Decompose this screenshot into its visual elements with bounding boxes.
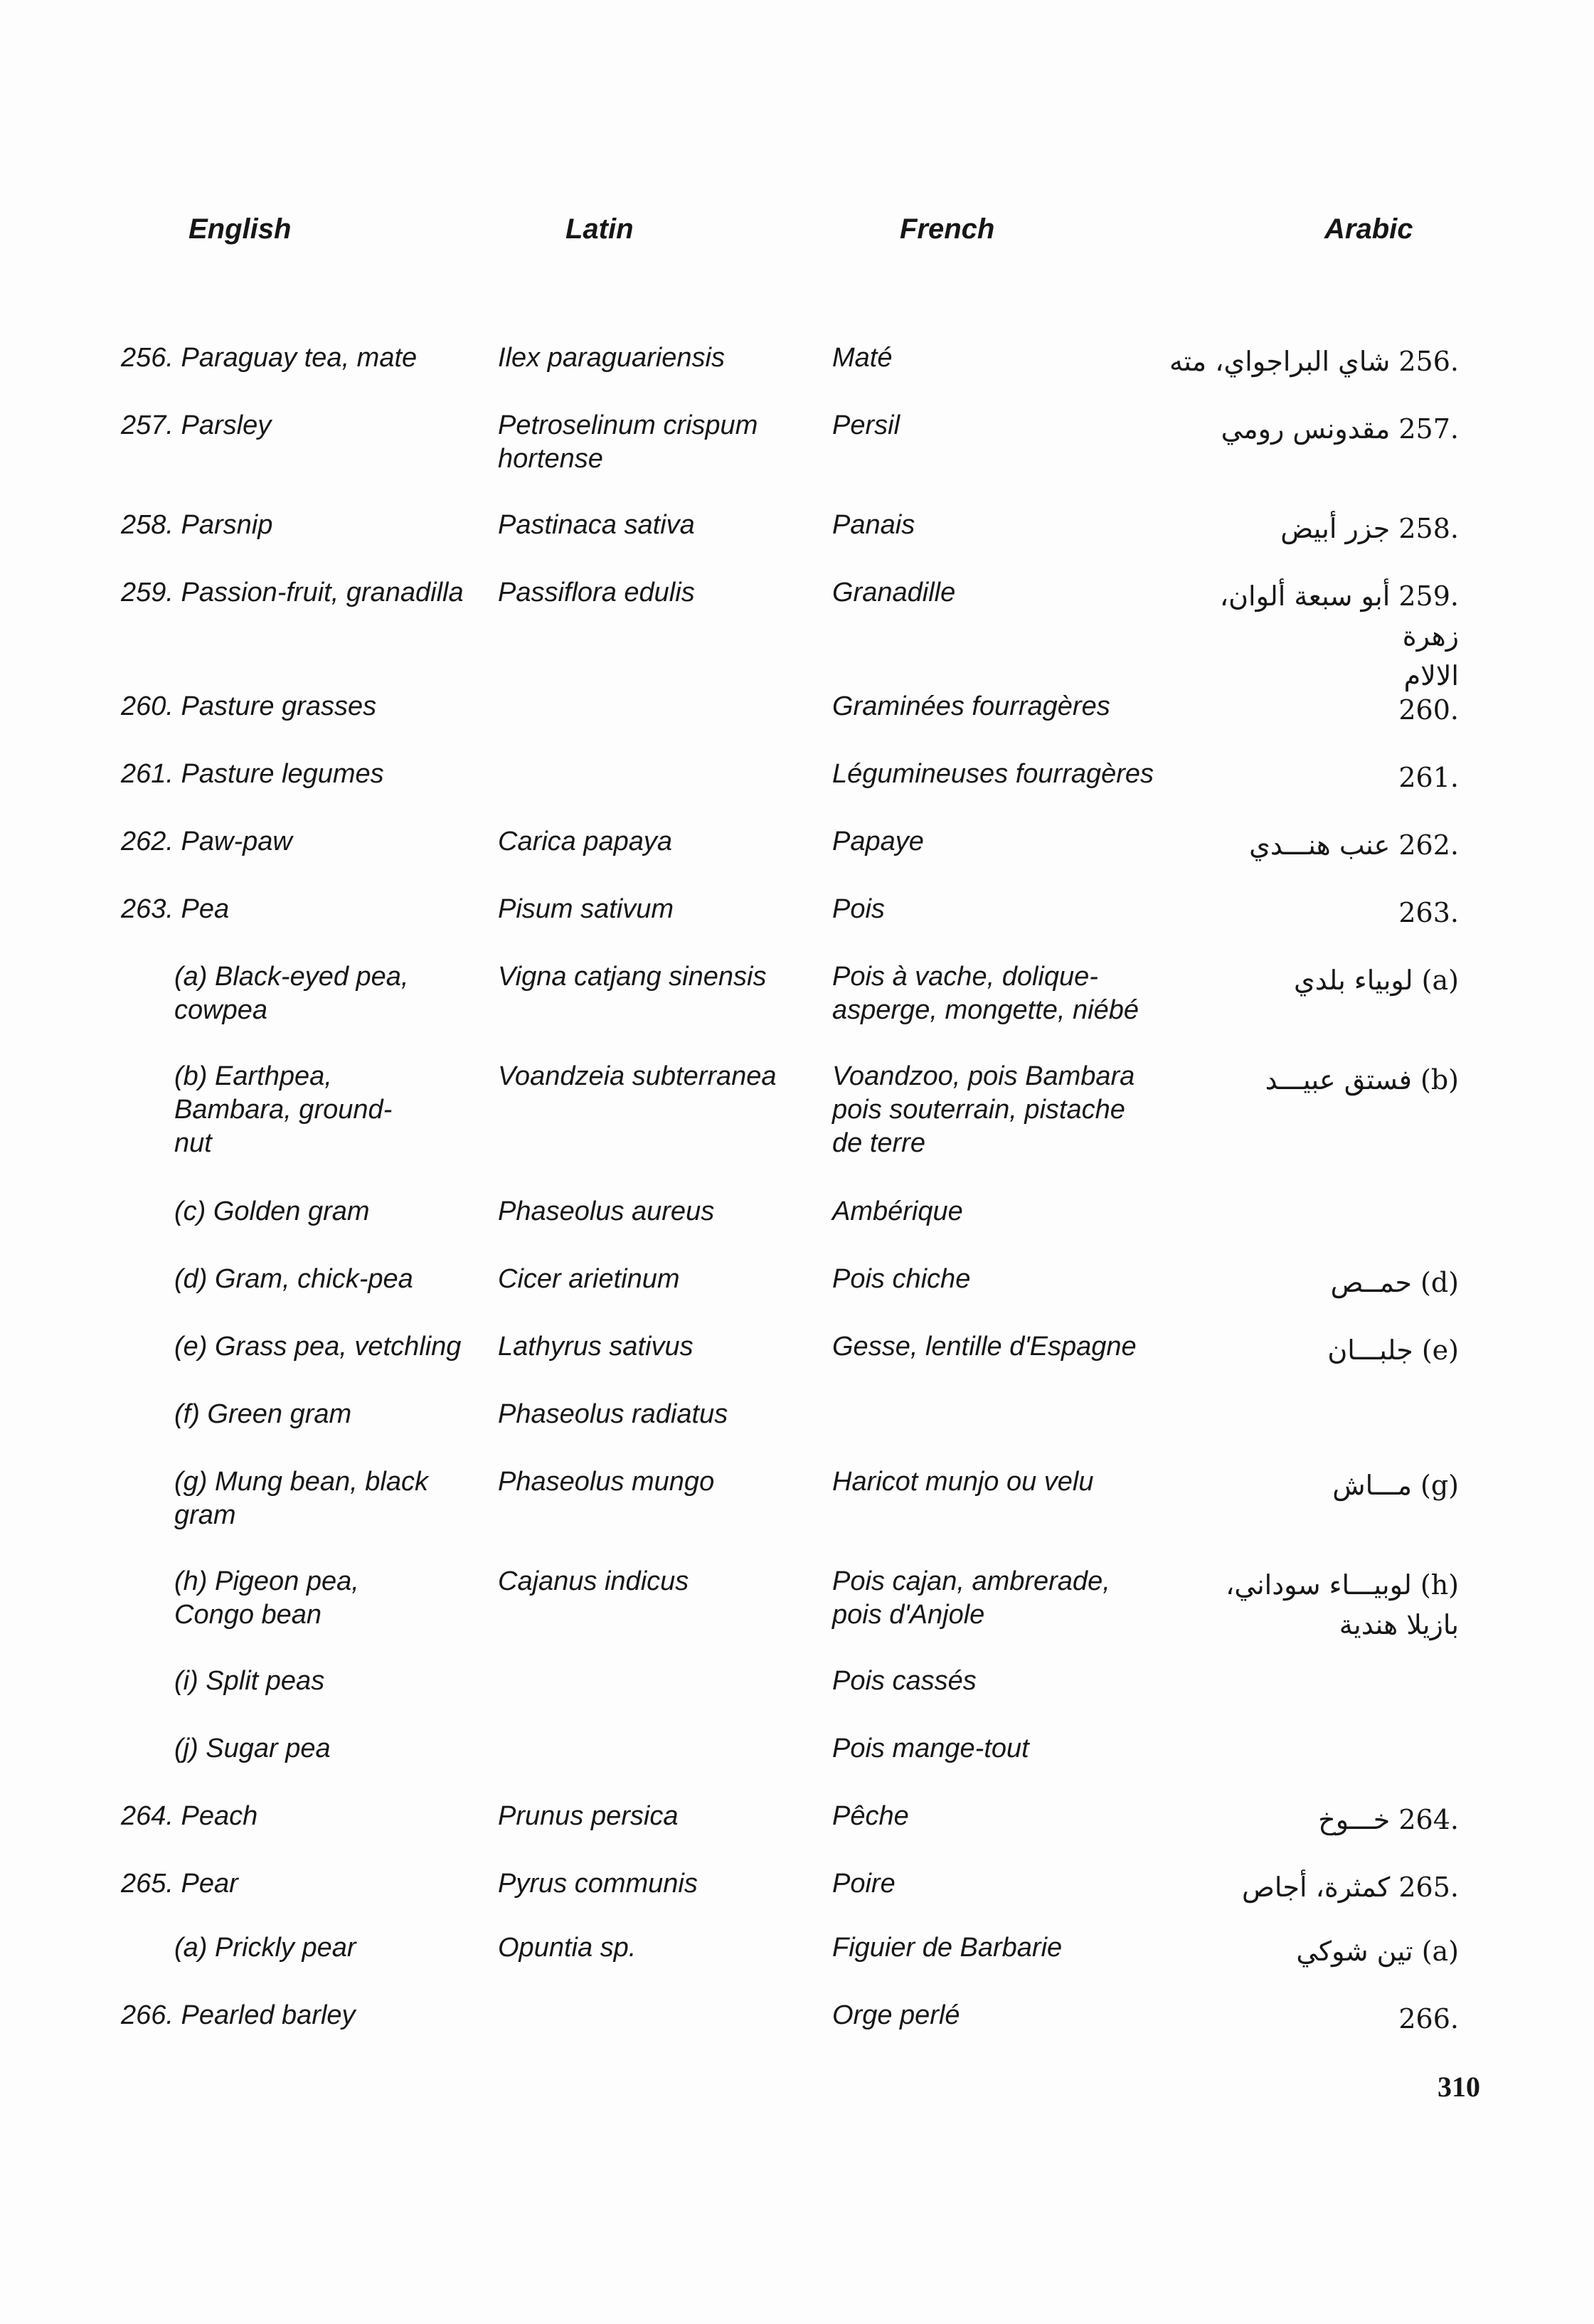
arabic-term: .265 كمثرة، أجاص <box>1241 1872 1459 1903</box>
english-term: 261. Pasture legumes <box>121 759 384 789</box>
glossary-row <box>0 690 1594 726</box>
latin-name: Passiflora edulis <box>498 578 695 607</box>
french-term: Pois cassés <box>832 1666 977 1696</box>
french-term: Haricot munjo ou velu <box>832 1467 1094 1497</box>
latin-name: Carica papaya <box>498 827 673 856</box>
header-english: English <box>188 213 292 245</box>
glossary-row <box>0 1999 1594 2034</box>
latin-name: Vigna catjang sinensis <box>498 962 767 992</box>
latin-name: Voandzeia subterranea <box>498 1061 777 1091</box>
english-term: (f) Green gram <box>174 1399 352 1429</box>
english-term: 262. Paw-paw <box>121 827 292 856</box>
french-term: Papaye <box>832 827 924 856</box>
french-term: Pois chiche <box>832 1264 971 1294</box>
arabic-term: .258 جزر أبيض <box>1280 513 1459 544</box>
arabic-term: (g) مـــاش <box>1332 1470 1459 1501</box>
latin-name: Lathyrus sativus <box>498 1332 694 1362</box>
latin-name: Prunus persica <box>498 1801 679 1831</box>
arabic-term: .259 أبو سبعة ألوان، زهرة الالام <box>1219 580 1459 691</box>
glossary-row <box>0 1931 1594 1967</box>
latin-name: Cicer arietinum <box>498 1264 680 1294</box>
french-term: Pêche <box>832 1801 909 1831</box>
french-term: Graminées fourragères <box>832 691 1110 721</box>
english-term: (g) Mung bean, black gram <box>174 1467 428 1530</box>
latin-name: Petroselinum crispum hortense <box>498 410 758 474</box>
arabic-term: (h) لوبيـــاء سوداني، بازيلا هندية <box>1226 1569 1459 1640</box>
arabic-term: (e) جلبـــان <box>1327 1335 1459 1366</box>
french-term: Panais <box>832 510 915 540</box>
arabic-term: (a) لوبياء بلدي <box>1293 965 1459 996</box>
english-term: 259. Passion-fruit, granadilla <box>121 578 464 607</box>
page-number: 310 <box>1438 2071 1480 2103</box>
english-term: 266. Pearled barley <box>121 2000 356 2030</box>
arabic-term: .266 <box>1398 2003 1459 2034</box>
french-term: Gesse, lentille d'Espagne <box>832 1332 1137 1362</box>
french-term: Orge perlé <box>832 2000 960 2030</box>
english-term: (e) Grass pea, vetchling <box>174 1332 462 1362</box>
arabic-term: .264 خـــوخ <box>1318 1804 1459 1835</box>
french-term: Voandzoo, pois Bambara pois souterrain, pistache de terre <box>832 1061 1135 1158</box>
french-term: Figuier de Barbarie <box>832 1933 1063 1963</box>
header-arabic: Arabic <box>1324 213 1413 245</box>
arabic-term: .262 عنب هنـــدي <box>1249 829 1459 861</box>
arabic-term: (d) حمــص <box>1330 1267 1459 1298</box>
arabic-term: .256 شاي البراجواي، مته <box>1169 346 1459 377</box>
header-french: French <box>900 213 995 245</box>
french-term: Pois mange-tout <box>832 1734 1029 1763</box>
glossary-row <box>0 576 1594 691</box>
latin-name: Pisum sativum <box>498 894 674 924</box>
french-term: Maté <box>832 343 893 373</box>
french-term: Persil <box>832 410 900 440</box>
glossary-row <box>0 1398 1594 1429</box>
glossary-row <box>0 825 1594 861</box>
english-term: (i) Split peas <box>174 1666 325 1696</box>
english-term: 257. Parsley <box>121 410 272 440</box>
english-term: 263. Pea <box>121 894 230 924</box>
glossary-row <box>0 1195 1594 1226</box>
english-term: (h) Pigeon pea, Congo bean <box>174 1566 359 1630</box>
french-term: Pois cajan, ambrerade, pois d'Anjole <box>832 1566 1110 1630</box>
english-term: (a) Black-eyed pea, cowpea <box>174 962 409 1025</box>
header-latin: Latin <box>565 213 634 245</box>
french-term: Légumineuses fourragères <box>832 759 1154 789</box>
glossary-row <box>0 1330 1594 1366</box>
french-term: Granadille <box>832 578 956 607</box>
glossary-row <box>0 1732 1594 1763</box>
english-term: (c) Golden gram <box>174 1197 370 1226</box>
english-term: 264. Peach <box>121 1801 258 1831</box>
english-term: 256. Paraguay tea, mate <box>121 343 418 373</box>
glossary-row <box>0 1465 1594 1530</box>
arabic-term: (b) فستق عبيـــد <box>1265 1064 1459 1095</box>
arabic-term: .263 <box>1398 897 1459 928</box>
latin-name: Pastinaca sativa <box>498 510 695 540</box>
latin-name: Phaseolus mungo <box>498 1467 715 1497</box>
latin-name: Phaseolus radiatus <box>498 1399 728 1429</box>
english-term: (b) Earthpea, Bambara, ground- nut <box>174 1061 393 1158</box>
english-term: 265. Pear <box>121 1869 238 1899</box>
arabic-term: (a) تين شوكي <box>1296 1936 1459 1967</box>
arabic-term: .257 مقدونس رومي <box>1221 413 1459 445</box>
english-term: (a) Prickly pear <box>174 1933 356 1963</box>
latin-name: Opuntia sp. <box>498 1933 637 1963</box>
latin-name: Ilex paraguariensis <box>498 343 725 373</box>
latin-name: Cajanus indicus <box>498 1566 689 1596</box>
arabic-term: .261 <box>1398 762 1459 793</box>
english-term: 260. Pasture grasses <box>121 691 377 721</box>
french-term: Pois à vache, dolique- asperge, mongette, niébé <box>832 962 1139 1025</box>
french-term: Ambérique <box>832 1197 963 1226</box>
glossary-row <box>0 341 1594 377</box>
french-term: Poire <box>832 1869 896 1899</box>
glossary-row <box>0 1060 1594 1158</box>
arabic-term: .260 <box>1398 694 1459 726</box>
glossary-row <box>0 1565 1594 1640</box>
english-term: (d) Gram, chick-pea <box>174 1264 413 1294</box>
latin-name: Pyrus communis <box>498 1869 698 1899</box>
french-term: Pois <box>832 894 885 924</box>
english-term: 258. Parsnip <box>121 510 273 540</box>
glossary-row <box>0 960 1594 1025</box>
glossary-row <box>0 409 1594 474</box>
latin-name: Phaseolus aureus <box>498 1197 715 1226</box>
english-term: (j) Sugar pea <box>174 1734 331 1763</box>
glossary-row <box>0 1867 1594 1903</box>
